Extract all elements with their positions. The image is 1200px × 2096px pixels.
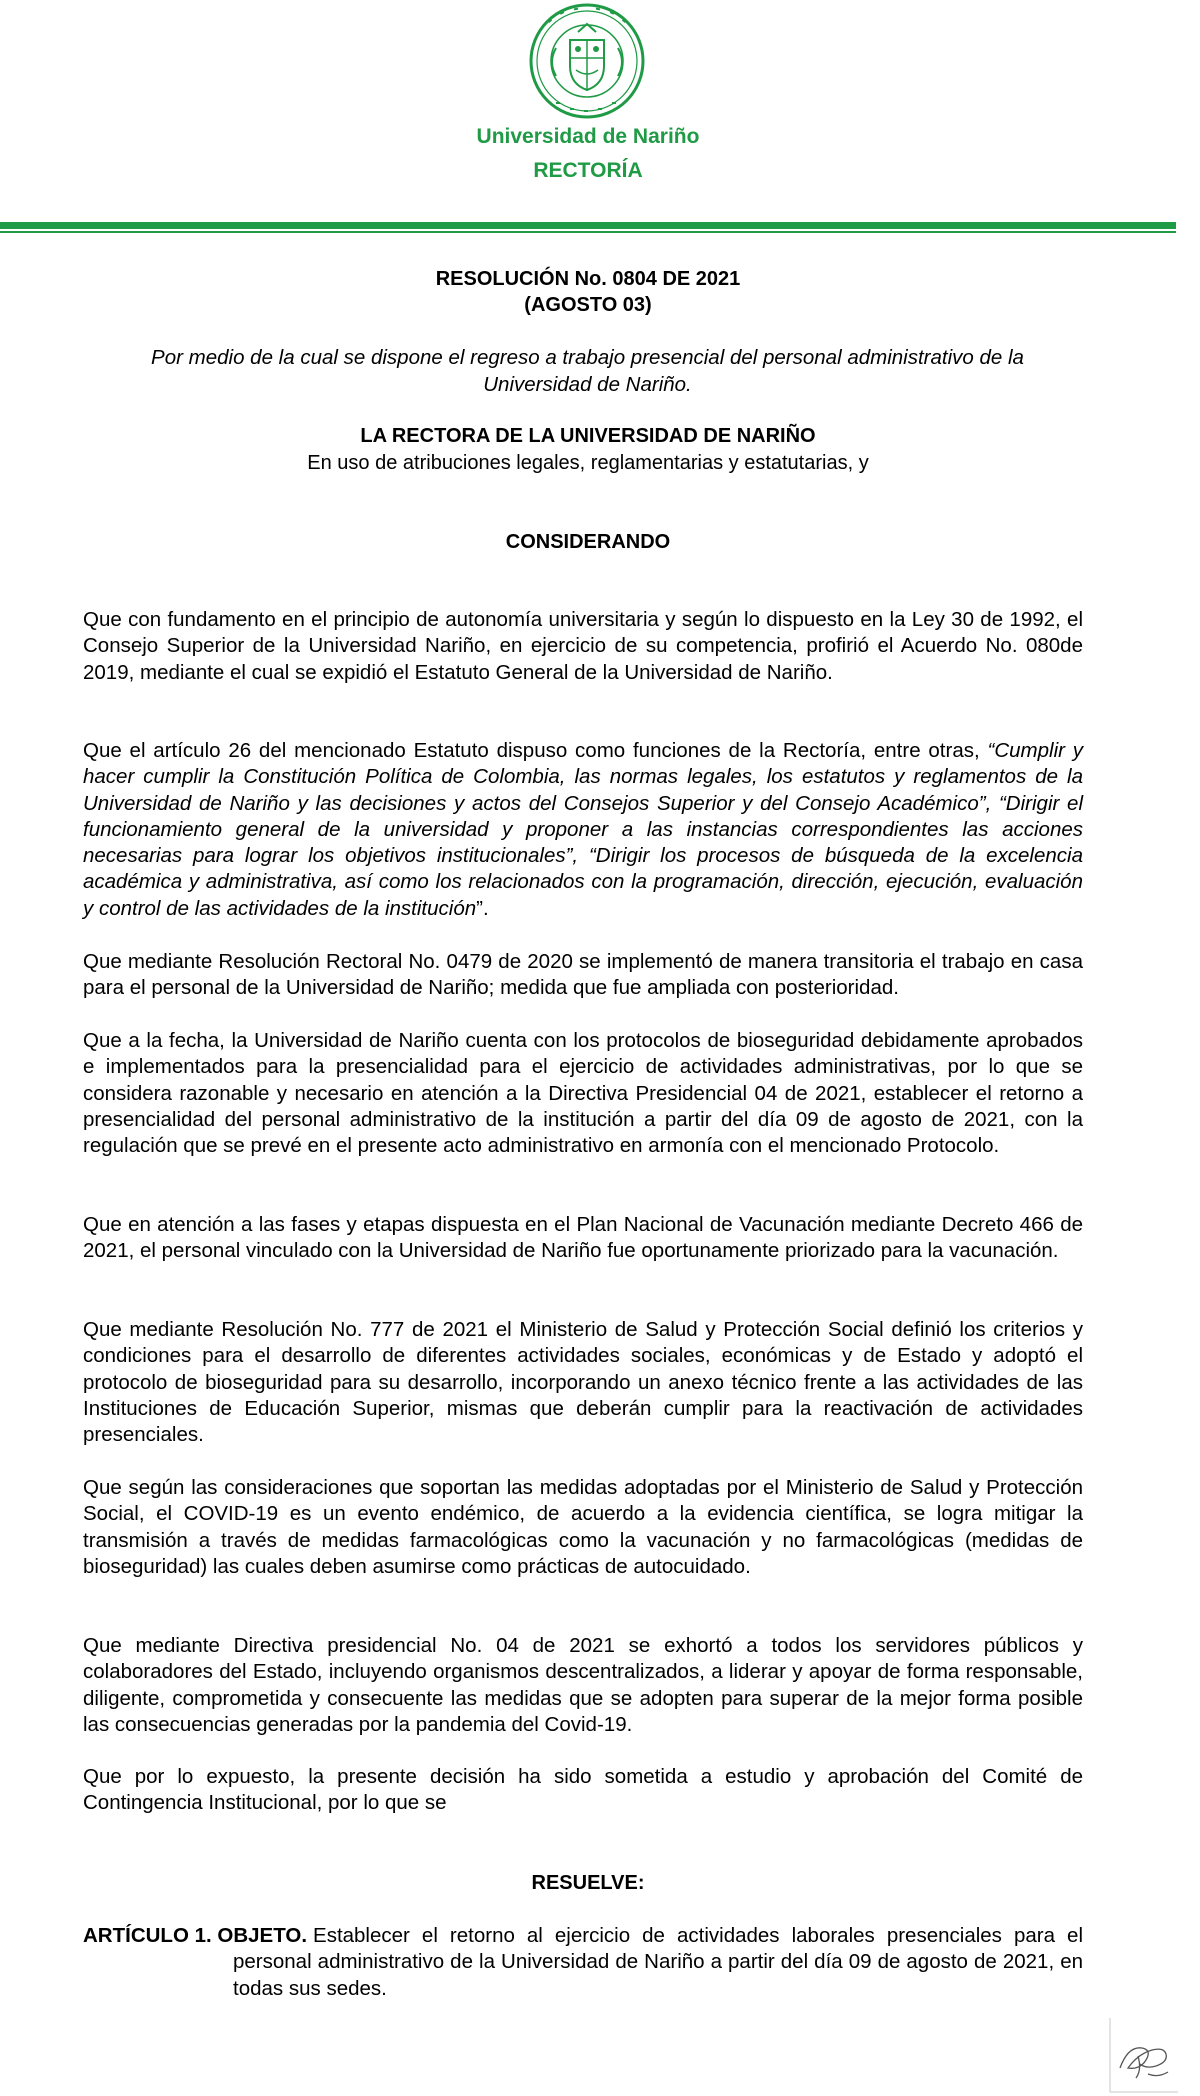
resolution-number: RESOLUCIÓN No. 0804 DE 2021 (435, 268, 741, 290)
resolution-subject: Por medio de la cual se dispone el regreso a trabajo presencial del personal administrativo de la Universidad de Nariño. (151, 346, 1024, 396)
consideration-2-quote: “Cumplir y hacer cumplir la Constitución Política de Colombia, las normas legales, los estatutos y reglamentos de la Universidad de Nariño y las decisiones y actos del Consejos Superior y del Consejo Académico”, “Dirigir el funcionamiento general de la universidad y proponer a las instancias correspondientes las acciones necesarias para lograr los objetivos institucionales”, “Dirigir los procesos de búsqueda de la excelencia académica y administrativa, así como los relacionados con la programación, dirección, ejecución, evaluación y control de las actividades de la institución (83, 739, 1083, 920)
header-divider-thin (0, 231, 1176, 233)
consideration-paragraph-5: Que en atención a las fases y etapas dispuesta en el Plan Nacional de Vacunación mediante Decreto 466 de 2021, el personal vinculado con la Universidad de Nariño fue oportunamente priorizado para la vacunación. (83, 1213, 1083, 1263)
article-1-label: ARTÍCULO 1. OBJETO. (83, 1924, 308, 1947)
consideration-paragraph-2 (83, 738, 1083, 922)
consideration-paragraph-1: Que con fundamento en el principio de autonomía universitaria y según lo dispuesto en la Ley 30 de 1992, el Consejo Superior de la Universidad Nariño, en ejercicio de su competencia, profirió el Acuerdo No. 080de 2019, mediante el cual se expidió el Estatuto General de la Universidad de Nariño. (83, 608, 1083, 684)
consideration-paragraph-8: Que mediante Directiva presidencial No. 04 de 2021 se exhortó a todos los servidores públicos y colaboradores del Estado, incluyendo organismos descentralizados, a liderar y apoyar de forma responsable, diligente, comprometida y consecuente las medidas que se adopten para superar de la mejor forma posible las consecuencias generadas por la pandemia del Covid-19. (83, 1634, 1083, 1736)
consideration-2-end: ”. (476, 896, 489, 920)
university-name: Universidad de Nariño (476, 125, 700, 148)
university-seal-logo (526, 2, 648, 120)
header-divider (0, 222, 1176, 229)
article-1-body: Establecer el retorno al ejercicio de actividades laborales presenciales para el personal administrativo de la Universidad de Nariño a partir del día 09 de agosto de 2021, en todas sus sedes. (233, 1924, 1083, 2000)
consideration-paragraph-4: Que a la fecha, la Universidad de Nariño cuenta con los protocolos de bioseguridad debidamente aprobados e implementados para la presencialidad para el ejercicio de actividades administrativas, por lo que se considera razonable y necesario en atención a la Directiva Presidencial 04 de 2021, establecer el retorno a presencialidad del personal administrativo de la institución a partir del día 09 de agosto de 2021, con la regulación que se prevé en el presente acto administrativo en armonía con el mencionado Protocolo. (83, 1029, 1083, 1158)
authority-heading: LA RECTORA DE LA UNIVERSIDAD DE NARIÑO (360, 425, 816, 447)
powers-line: En uso de atribuciones legales, reglamentarias y estatutarias, y (307, 452, 869, 474)
office-name: RECTORÍA (533, 159, 643, 182)
resolution-date: (AGOSTO 03) (524, 294, 652, 316)
consideration-paragraph-3: Que mediante Resolución Rectoral No. 0479 de 2020 se implementó de manera transitoria el trabajo en casa para el personal de la Universidad de Nariño; medida que fue ampliada con posterioridad. (83, 950, 1083, 1000)
article-1-text (233, 1923, 1083, 2002)
signature-initials-image (1108, 2016, 1180, 2094)
considering-heading: CONSIDERANDO (505, 531, 671, 553)
consideration-2-intro: Que el artículo 26 del mencionado Estatuto dispuso como funciones de la Rectoría, entre otras, (83, 739, 980, 762)
consideration-paragraph-6: Que mediante Resolución No. 777 de 2021 el Ministerio de Salud y Protección Social definió los criterios y condiciones para el desarrollo de diferentes actividades sociales, económicas y de Estado y adoptó el protocolo de bioseguridad para su desarrollo, incorporando un anexo técnico frente a las actividades de las Instituciones de Educación Superior, mismas que deberán cumplir para la reactivación de actividades presenciales. (83, 1318, 1083, 1447)
consideration-paragraph-7: Que según las consideraciones que soportan las medidas adoptadas por el Ministerio de Salud y Protección Social, el COVID-19 es un evento endémico, de acuerdo a la evidencia científica, se logra mitigar la transmisión a través de medidas farmacológicas como la vacunación y no farmacológicas (medidas de bioseguridad) las cuales deben asumirse como prácticas de autocuidado. (83, 1476, 1083, 1578)
resolves-heading: RESUELVE: (531, 1872, 645, 1894)
consideration-paragraph-9: Que por lo expuesto, la presente decisión ha sido sometida a estudio y aprobación del Comité de Contingencia Institucional, por lo que se (83, 1765, 1083, 1815)
